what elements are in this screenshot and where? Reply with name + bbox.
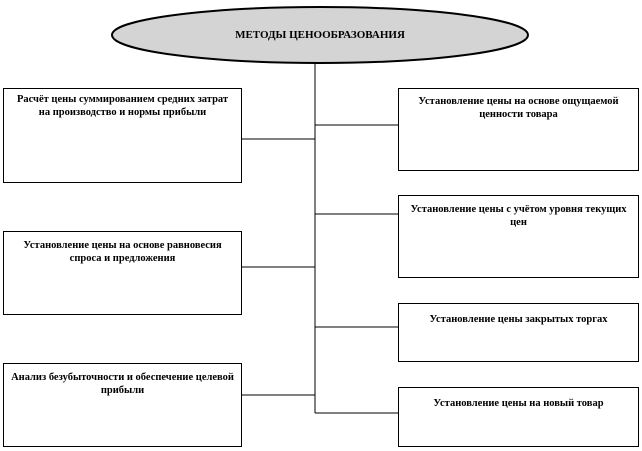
method-box-left-3: Анализ безубыточности и обеспечение целевой прибыли <box>3 363 242 447</box>
method-box-right-4: Установление цены на новый товар <box>398 387 639 447</box>
method-box-left-2: Установление цены на основе равновесия спроса и предложения <box>3 231 242 315</box>
method-box-left-1: Расчёт цены суммированием средних затрат на производство и нормы прибыли <box>3 88 242 183</box>
diagram-title: МЕТОДЫ ЦЕНООБРАЗОВАНИЯ <box>235 29 405 41</box>
method-box-right-1: Установление цены на основе ощущаемой ценности товара <box>398 88 639 171</box>
method-box-right-2: Установление цены с учётом уровня текущих цен <box>398 195 639 278</box>
method-box-right-3: Установление цены закрытых торгах <box>398 303 639 362</box>
